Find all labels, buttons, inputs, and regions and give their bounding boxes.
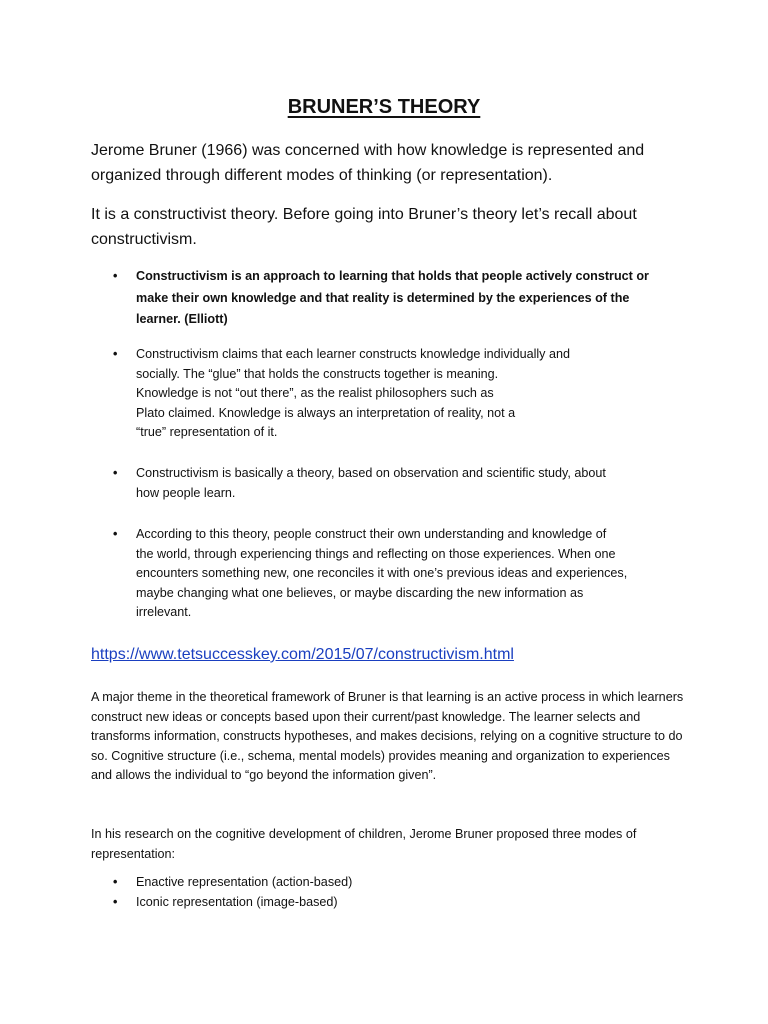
list-item [113,266,681,331]
list-item-line: make their own knowledge and that reality is determined by the experiences of the [136,290,630,305]
list-item [113,893,696,913]
list-item-line: the world, through experiencing things and reflecting on those experiences. When one [136,546,616,561]
body-paragraph: A major theme in the theoretical framework of Bruner is that learning is an active process in which learners construct new ideas or concepts based upon their current/past knowledge. The learner selects and transforms information, constructs hypotheses, and makes decisions, relying on a cognitive structure to do so. Cognitive structure (i.e., schema, mental models) provides meaning and organization to experiences and allows the individual to “go beyond the information given”. [91,690,684,782]
list-item-line: encounters something new, one reconciles it with one’s previous ideas and experiences, [136,566,628,580]
list-item [113,464,696,503]
list-item-line: Constructivism is basically a theory, based on observation and scientific study, about [136,466,606,480]
page-title: BRUNER’S THEORY [287,96,481,118]
list-item-line: maybe changing what one believes, or maybe discarding the new information as [136,585,584,600]
list-item-line: Plato claimed. Knowledge is always an interpretation of reality, not a [136,405,516,420]
bullet-icon: • [113,466,118,480]
list-item [113,873,696,893]
list-item-line: “true” representation of it. [136,425,278,439]
list-item-label: Enactive representation (action-based) [136,875,353,889]
body-paragraph: In his research on the cognitive development of children, Jerome Bruner proposed three modes of representation: [91,827,637,861]
list-item-label: Iconic representation (image-based) [136,895,338,909]
source-link[interactable]: https://www.tetsuccesskey.com/2015/07/constructivism.html [91,646,514,663]
bullet-icon: • [113,347,118,361]
list-item-line: learner. (Elliott) [136,312,228,326]
intro-paragraph: It is a constructivist theory. Before going into Bruner’s theory let’s recall about constructivism. [91,206,637,248]
list-item-line: Constructivism is an approach to learning that holds that people actively construct or [136,269,649,283]
list-item [113,525,696,623]
bullet-icon: • [113,527,118,541]
list-item-line: irrelevant. [136,605,192,619]
intro-paragraph: Jerome Bruner (1966) was concerned with how knowledge is represented and organized through different modes of thinking (or representation). [91,142,645,184]
bullet-icon: • [113,895,118,909]
list-item-line: Knowledge is not “out there”, as the realist philosophers such as [136,386,494,400]
bullet-icon: • [113,875,118,889]
list-item-line: According to this theory, people construct their own understanding and knowledge of [136,527,607,541]
list-item-line: how people learn. [136,485,236,500]
list-item-line: Constructivism claims that each learner constructs knowledge individually and [136,347,570,361]
list-item [113,345,696,443]
bullet-icon: • [113,269,118,283]
list-item-line: socially. The “glue” that holds the constructs together is meaning. [136,366,499,381]
